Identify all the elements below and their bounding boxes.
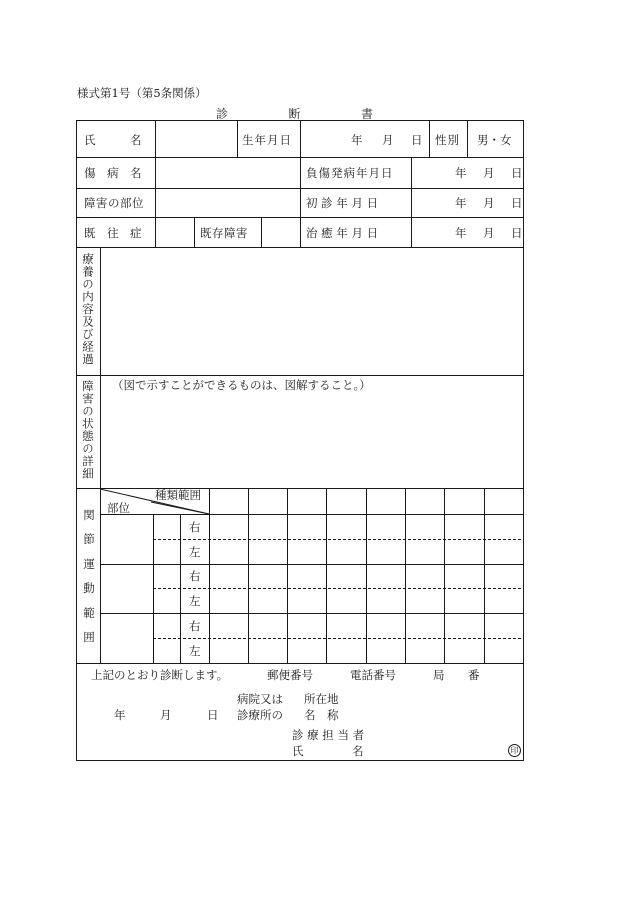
- rom-right-1: 右: [189, 520, 201, 534]
- rom-right-3: 右: [189, 619, 201, 633]
- rom-header-site: 部位: [107, 501, 130, 515]
- sex-choice[interactable]: 男・女: [477, 133, 512, 147]
- title-char-1: 診: [216, 107, 229, 121]
- rom-left-1: 左: [189, 545, 201, 559]
- doctor-label: 診 療 担 当 者: [292, 728, 365, 742]
- name-label: 氏 名: [84, 133, 142, 147]
- rom-site-field-3[interactable]: [101, 614, 153, 663]
- rom-label-char-5: 範: [83, 605, 95, 620]
- disability-detail-field[interactable]: [101, 394, 522, 488]
- treatment-label: 療養の内容及び経過: [81, 253, 95, 366]
- cure-month-label: 月: [483, 226, 495, 240]
- facility-name-label: 名 称: [304, 708, 339, 722]
- hospital-label-2: 診療所の: [237, 708, 283, 722]
- doctor-name-label-1: 氏: [292, 744, 304, 758]
- rom-label: [82, 508, 96, 644]
- doctor-name-label-2: 名: [352, 744, 364, 758]
- cure-date-label: 治 癒 年 月 日: [306, 226, 379, 240]
- rom-site-field-2[interactable]: [101, 565, 153, 613]
- rom-label-char-3: 運: [83, 556, 95, 571]
- disability-site-label: 障害の部位: [84, 196, 144, 210]
- first-visit-day-label: 日: [511, 196, 523, 210]
- onset-date-label: 負傷発病年月日: [306, 166, 394, 180]
- rom-label-char-1: 関: [83, 508, 95, 522]
- onset-day-label: 日: [511, 166, 523, 180]
- diagnosis-year-label: 年: [114, 708, 126, 722]
- postal-code-label: 郵便番号: [267, 668, 313, 682]
- rom-left-2: 左: [189, 594, 201, 608]
- sex-label: 性別: [435, 133, 460, 147]
- existing-disability-label: 既存障害: [200, 226, 248, 240]
- cure-date-field[interactable]: [412, 218, 522, 246]
- injury-field[interactable]: [156, 158, 300, 188]
- birthdate-field[interactable]: [301, 122, 428, 156]
- rom-label-char-2: 節: [83, 532, 95, 547]
- cure-year-label: 年: [455, 226, 467, 240]
- phone-kyoku-label: 局: [433, 668, 445, 682]
- hospital-label-1: 病院又は: [237, 692, 283, 706]
- rom-right-2: 右: [189, 569, 201, 583]
- injury-label: 傷 病 名: [84, 166, 142, 180]
- rom-type-header-cells[interactable]: [210, 489, 523, 514]
- disability-detail-label: 障害の状態の詳細: [81, 380, 95, 480]
- diagnosis-month-label: 月: [160, 708, 172, 722]
- form-number: 様式第1号（第5条関係）: [77, 86, 207, 100]
- first-visit-month-label: 月: [483, 196, 495, 210]
- medical-history-label: 既 往 症: [84, 226, 142, 240]
- birth-year-label: 年: [351, 133, 363, 147]
- rom-label-char-6: 囲: [83, 629, 95, 644]
- rom-header-type: 種類範囲: [155, 488, 201, 502]
- phone-ban-label: 番: [468, 668, 480, 682]
- title-char-3: 書: [360, 107, 373, 121]
- address-label: 所在地: [304, 692, 339, 706]
- disability-site-field[interactable]: [156, 189, 300, 217]
- existing-disability-field[interactable]: [262, 218, 300, 246]
- diagram-note: （図で示すことができるものは、図解すること。）: [112, 378, 371, 392]
- rom-value-grid[interactable]: [210, 515, 523, 663]
- first-visit-label: 初 診 年 月 日: [306, 196, 379, 210]
- onset-date-field[interactable]: [412, 158, 522, 188]
- statement-text: 上記のとおり診断します。: [91, 668, 229, 682]
- first-visit-year-label: 年: [455, 196, 467, 210]
- footer-fill-area[interactable]: [100, 682, 520, 758]
- first-visit-field[interactable]: [412, 189, 522, 217]
- name-field[interactable]: [156, 122, 236, 156]
- diagnosis-day-label: 日: [207, 708, 219, 722]
- phone-label: 電話番号: [350, 668, 396, 682]
- title-char-2: 断: [288, 107, 301, 121]
- onset-year-label: 年: [455, 166, 467, 180]
- birth-day-label: 日: [411, 133, 423, 147]
- birth-month-label: 月: [382, 133, 394, 147]
- rom-label-char-4: 動: [83, 581, 95, 596]
- rom-site-field-1[interactable]: [101, 515, 153, 564]
- onset-month-label: 月: [483, 166, 495, 180]
- rom-left-3: 左: [189, 644, 201, 658]
- medical-history-field[interactable]: [156, 218, 193, 246]
- cure-day-label: 日: [511, 226, 523, 240]
- seal-mark: 印: [508, 744, 521, 757]
- birthdate-label: 生年月日: [242, 133, 292, 147]
- treatment-field[interactable]: [101, 248, 522, 375]
